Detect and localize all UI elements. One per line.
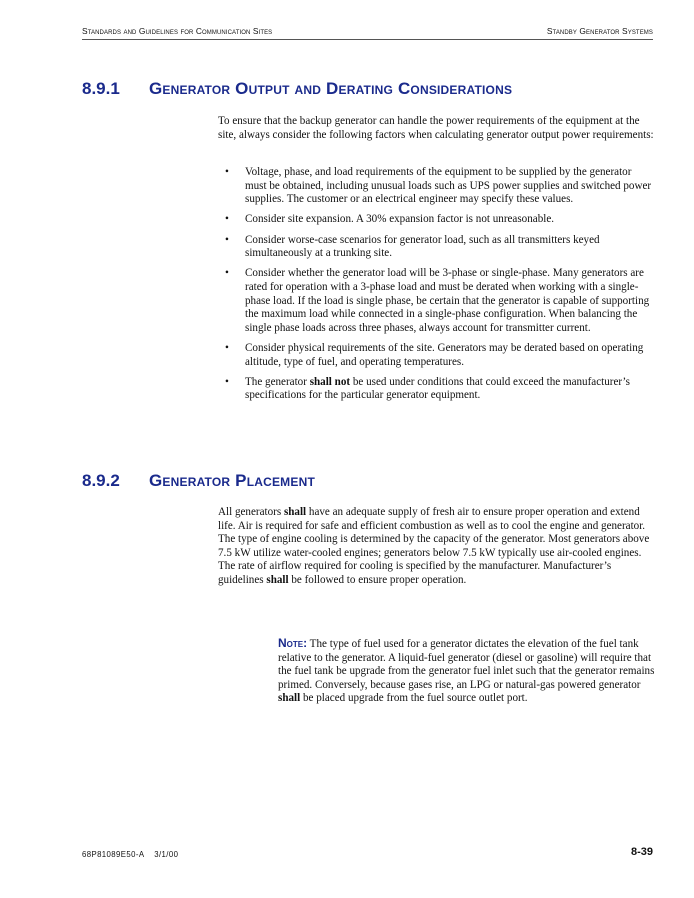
bullet-icon: •	[225, 375, 229, 388]
section2-paragraph-text: All generators shall have an adequate supply of fresh air to ensure proper operation and extend life. Air is required for safe and efficient combustion as well as to cool the engine and generator. The type of engine cooling is determined by the capacity of the generator. Most generators above 7.5 kW utilize water-cooled engines; generators below 7.5 kW typically use air-cooled engines. The rate of airflow required for cooling is specified by the manufacturer. Manufacturer’s guidelines shall be followed to ensure proper operation.	[218, 506, 650, 586]
section-number-8-9-1: 8.9.1	[82, 79, 120, 98]
list-item-text: Voltage, phase, and load requirements of the equipment to be supplied by the generator must be obtained, including unusual loads such as UPS power supplies and switched power supplies. The customer or an electrical engineer may specify these values.	[245, 166, 652, 206]
running-header-left: Standards and Guidelines for Communication Sites	[82, 26, 273, 36]
list-item-text: Consider physical requirements of the site. Generators may be derated based on operating altitude, type of fuel, and operating temperatures.	[245, 341, 644, 368]
list-item-text: The generator shall not be used under conditions that could exceed the manufacturer’s specifications for the particular generator equipment.	[245, 375, 630, 402]
list-item	[218, 342, 654, 369]
header-rule	[82, 39, 653, 40]
list-item	[218, 234, 654, 261]
running-header-right: Standby Generator Systems	[546, 26, 653, 36]
list-item	[218, 267, 654, 335]
section-number-8-9-2: 8.9.2	[82, 471, 120, 490]
bullet-icon: •	[225, 233, 229, 246]
page-number: 8-39	[630, 846, 653, 858]
note-block: Note: The type of fuel used for a generator dictates the elevation of the fuel tank relative to the generator. A liquid-fuel generator (diesel or gasoline) will require that the fuel tank be upgrade from the generator fuel inlet such that the generator remains primed. Conversely, because gases rise, an LPG or natural-gas powered generator shall be placed upgrade from the fuel source outlet port.	[278, 636, 655, 705]
bullet-icon: •	[225, 267, 229, 280]
note-label: Note:	[278, 636, 308, 650]
bullet-icon: •	[225, 341, 229, 354]
list-item-text: Consider whether the generator load will be 3-phase or single-phase. Many generators are rated for operation with a 3-phase load and must be derated when working with a single-phase load. If the load is single phase, be certain that the generator is capable of supporting the maximum load while connected in a single-phase configuration. When balancing the single phase loads across three phases, always account for transmitter current.	[245, 267, 650, 334]
section1-intro	[218, 115, 658, 142]
list-item	[218, 213, 654, 227]
list-item	[218, 166, 654, 207]
footer-doc-id: 68P81089E50-A 3/1/00	[82, 850, 179, 859]
bullet-icon: •	[225, 166, 229, 178]
considerations-list	[218, 166, 654, 409]
list-item-text: Consider site expansion. A 30% expansion factor is not unreasonable.	[245, 213, 555, 226]
list-item-text: Consider worse-case scenarios for generator load, such as all transmitters keyed simultaneously at a trunking site.	[245, 233, 600, 260]
list-item	[218, 376, 654, 403]
bullet-icon: •	[225, 213, 229, 226]
section1-intro-text: To ensure that the backup generator can handle the power requirements of the equipment at the site, always consider the following factors when calculating generator output power requirements:	[218, 115, 654, 141]
section-title-output-derating: Generator Output and Derating Considerations	[149, 79, 513, 98]
section2-paragraph	[218, 506, 658, 588]
section-title-placement: Generator Placement	[149, 471, 315, 490]
